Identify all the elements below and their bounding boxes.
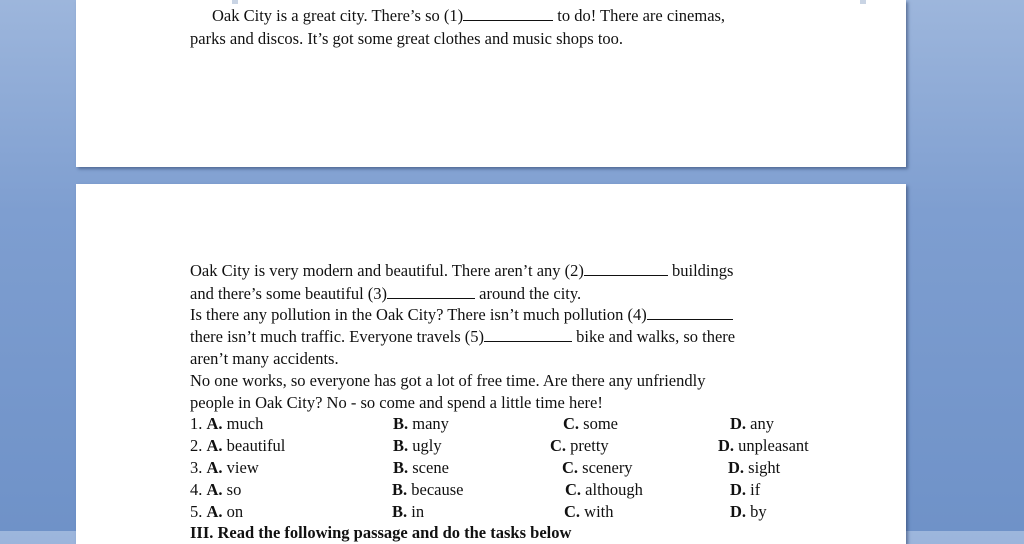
passage-line [190,284,581,304]
passage-line [190,305,733,325]
answer-blank-4 [647,305,733,320]
text-run: around the city. [475,284,582,303]
option-d: D. if [730,480,761,499]
option-c: C. although [565,480,643,499]
option-a: 3. A. view [190,458,259,477]
option-d: D. unpleasant [718,436,809,455]
passage-line [190,327,735,347]
option-a: 1. A. much [190,414,264,433]
text-run: and there’s some beautiful (3) [190,284,388,303]
answer-blank-1 [463,6,553,21]
passage-line [212,6,725,26]
text-run: bike and walks, so there [572,327,736,346]
text-run: Oak City is very modern and beautiful. There aren’t any (2) [190,261,584,280]
passage-line: aren’t many accidents. [190,349,339,368]
passage-line [190,261,733,281]
document-page-2 [76,184,906,544]
passage-line: parks and discos. It’s got some great clothes and music shops too. [190,29,624,48]
option-c: C. pretty [550,436,609,455]
option-a: 2. A. beautiful [190,436,286,455]
option-c: C. scenery [562,458,633,477]
text-run: Oak City is a great city. There’s so (1) [212,6,464,25]
option-b: B. many [393,414,449,433]
option-b: B. scene [393,458,449,477]
text-run: to do! There are cinemas, [553,6,726,25]
option-a: 4. A. so [190,480,242,499]
answer-blank-3 [387,284,475,299]
ruler-indent-marker[interactable] [232,0,238,4]
option-c: C. some [563,414,619,433]
option-b: B. ugly [393,436,442,455]
option-d: D. any [730,414,774,433]
document-page-1 [76,0,906,167]
option-d: D. by [730,502,767,521]
option-c: C. with [564,502,614,521]
option-b: B. in [392,502,425,521]
text-run: buildings [667,261,734,280]
answer-blank-5 [484,327,572,342]
passage-line: No one works, so everyone has got a lot of free time. Are there any unfriendly [190,371,706,390]
option-a: 5. A. on [190,502,244,521]
section-heading-cut: III. Read the following passage and do the tasks below [190,523,572,542]
text-run: there isn’t much traffic. Everyone travels (5) [190,327,484,346]
passage-line: people in Oak City? No - so come and spend a little time here! [190,393,603,412]
option-b: B. because [392,480,464,499]
ruler-right-margin-marker[interactable] [860,0,866,4]
answer-blank-2 [584,261,668,276]
text-run: Is there any pollution in the Oak City? There isn’t much pollution (4) [190,305,647,324]
option-d: D. sight [728,458,781,477]
